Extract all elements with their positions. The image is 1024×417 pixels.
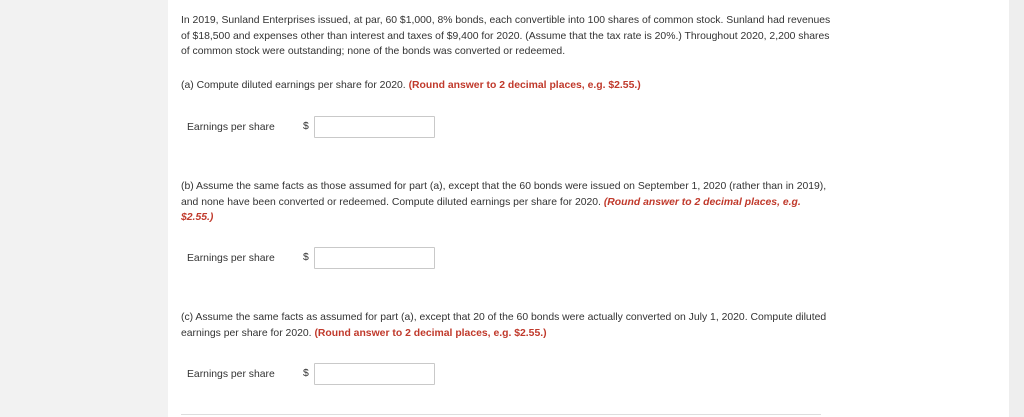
part-a-eps-input[interactable]: [314, 116, 435, 138]
part-c-eps-input[interactable]: [314, 363, 435, 385]
part-b-question: (b) Assume the same facts as those assumed for part (a), except that the 60 bonds were issued on September 1, 2020 (rather than in 2019), and none have been converted or redeemed. Compute diluted earnings per share for 2020.: [181, 181, 827, 208]
part-b-eps-input[interactable]: [314, 247, 435, 269]
question-page: [181, 0, 831, 417]
part-c-rounding-hint: (Round answer to 2 decimal places, e.g. $2.55.): [314, 327, 547, 339]
part-c-answer-row: [187, 363, 447, 387]
part-b-currency-symbol: $: [303, 252, 309, 263]
part-c-currency-symbol: $: [303, 368, 309, 379]
part-a-answer-row: [187, 116, 447, 140]
part-a-question: (a) Compute diluted earnings per share for 2020.: [181, 80, 406, 91]
part-b-prompt: [181, 179, 831, 226]
part-b-rounding-hint: (Round answer to 2 decimal places, e.g. $2.55.): [181, 196, 801, 223]
part-b-answer-row: [187, 247, 447, 271]
part-c-question: (c) Assume the same facts as assumed for part (a), except that 20 of the 60 bonds were actually converted on July 1, 2020. Compute diluted earnings per share for 2020.: [181, 312, 827, 339]
problem-intro: In 2019, Sunland Enterprises issued, at par, 60 $1,000, 8% bonds, each convertible into 100 shares of common stock. Sunland had revenues of $18,500 and expenses other than interest and taxes of $9,400 for 2020. (Assume that the tax rate is 20%.) Throughout 2020, 2,200 shares of common stock were outstanding; none of the bonds was converted or redeemed.: [181, 15, 831, 57]
part-a-prompt: [181, 78, 831, 94]
part-a-field-label: Earnings per share: [187, 122, 275, 133]
part-a-currency-symbol: $: [303, 121, 309, 132]
part-b-field-label: Earnings per share: [187, 253, 275, 264]
part-c-field-label: Earnings per share: [187, 369, 275, 380]
section-divider: [181, 414, 821, 415]
part-c-prompt: [181, 310, 831, 341]
scrollbar-track[interactable]: [1009, 0, 1024, 417]
part-a-rounding-hint: (Round answer to 2 decimal places, e.g. $2.55.): [408, 80, 641, 91]
